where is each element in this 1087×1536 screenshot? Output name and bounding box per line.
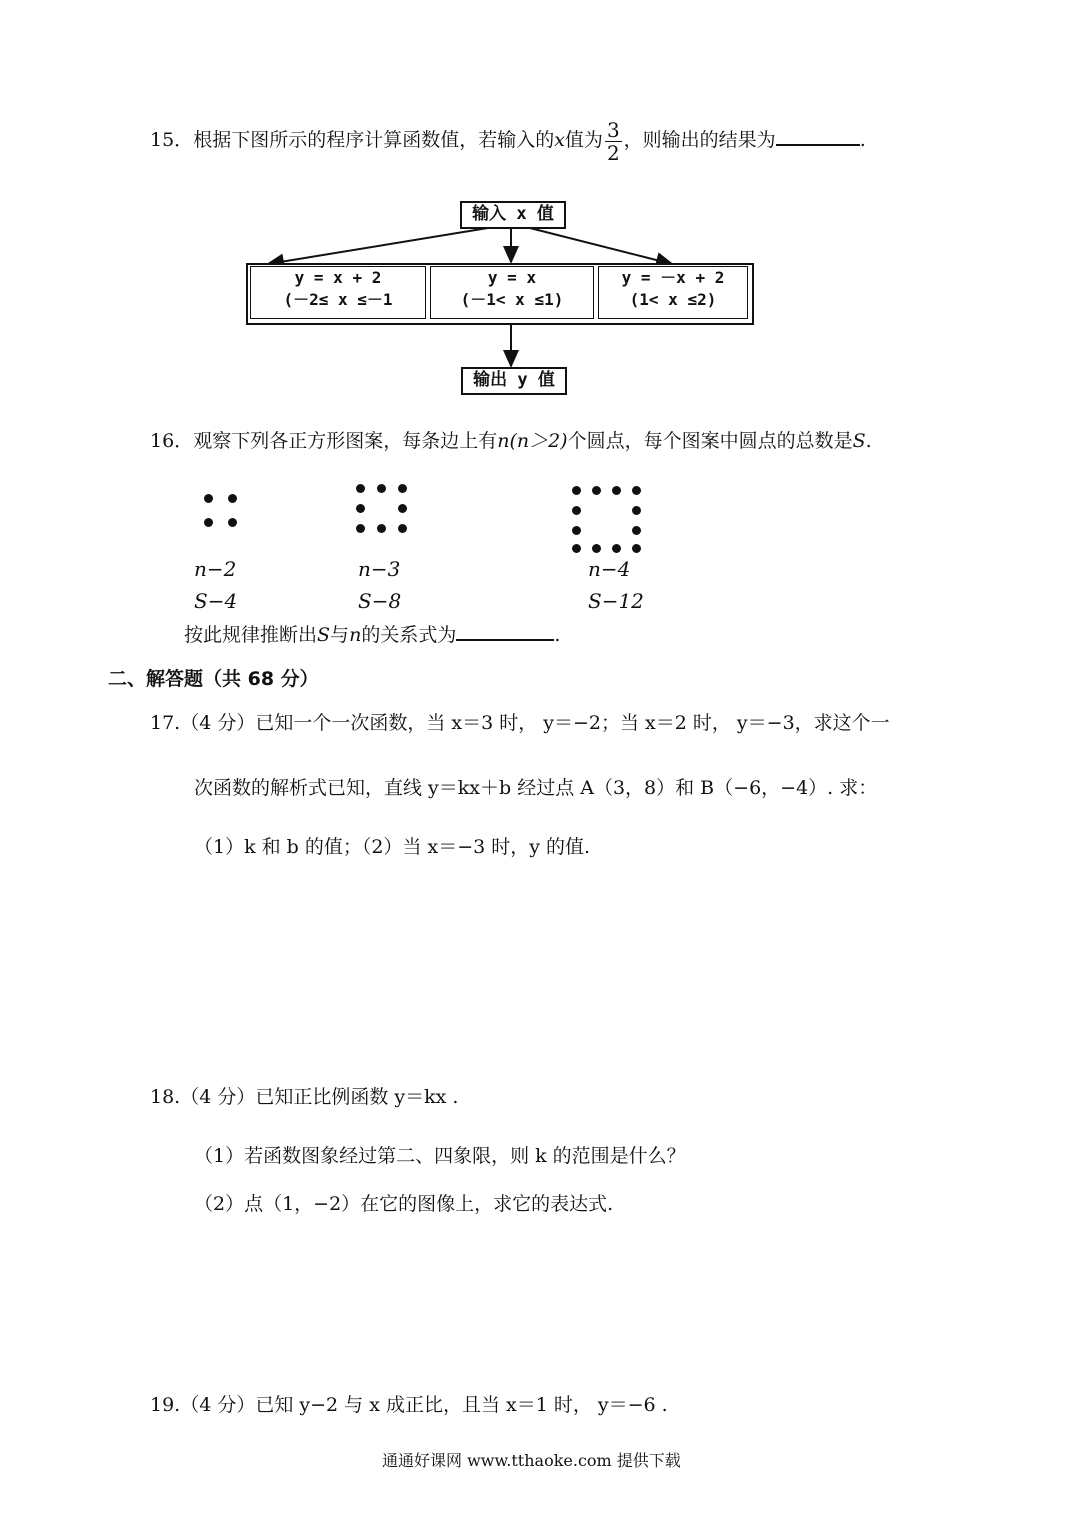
flow-case-2-formula: y = x	[487, 268, 537, 287]
dot	[572, 544, 581, 553]
q16-conclusion	[184, 623, 560, 647]
dot	[632, 544, 641, 553]
dot	[572, 506, 581, 515]
q16-conclusion-c: 的关系式为	[361, 624, 457, 646]
dot	[377, 524, 386, 533]
dot	[356, 484, 365, 493]
pattern-3-n-label: n−4	[588, 557, 631, 581]
q17-line-1: 17.（4 分）已知一个一次函数，当 x＝3 时， y＝−2；当 x＝2 时， y＝−3，求这个一	[150, 712, 890, 734]
flow-case-box-1	[250, 266, 426, 319]
dot	[572, 486, 581, 495]
flow-case-1-range: (－2≤ x ≤－1	[283, 290, 393, 309]
q16-number: 16．	[150, 430, 194, 452]
dot	[572, 526, 581, 535]
q15-frac-den: 2	[606, 140, 620, 165]
q15-var-x: x	[554, 129, 565, 151]
q16-answer-blank	[456, 639, 554, 641]
flow-input-box: 输入 x 值	[460, 201, 566, 229]
dot	[612, 486, 621, 495]
q16-end: .	[865, 430, 872, 452]
pattern-1-s-label: S−4	[194, 589, 238, 613]
q16-conclusion-b: 与	[330, 624, 350, 646]
flow-case-3-formula: y = －x + 2	[621, 268, 725, 287]
q16-text-a: 观察下列各正方形图案，每条边上有	[193, 430, 498, 452]
q17-line-3: （1）k 和 b 的值；（2）当 x＝−3 时，y 的值.	[194, 836, 591, 858]
dot	[632, 506, 641, 515]
q17-line-2: 次函数的解析式已知，直线 y＝kx＋b 经过点 A（3，8）和 B（−6，−4）. 求：	[194, 777, 878, 799]
q18-line-3: （2）点（1，−2）在它的图像上，求它的表达式.	[194, 1193, 614, 1215]
q16-s-var: S	[852, 430, 866, 452]
section-2-heading: 二、解答题（共 68 分）	[108, 668, 319, 690]
dot	[592, 544, 601, 553]
flow-output-box: 输出 y 值	[461, 367, 567, 395]
q18-line-1: 18.（4 分）已知正比例函数 y＝kx .	[150, 1086, 459, 1108]
q15-text-mid: 值为	[564, 129, 603, 151]
pattern-3-s-label: S−12	[588, 589, 644, 613]
pattern-2-n-label: n−3	[358, 557, 401, 581]
dot	[398, 524, 407, 533]
flow-case-2-range: (－1< x ≤1)	[460, 290, 564, 309]
q15-number: 15．	[150, 129, 194, 151]
dot	[632, 526, 641, 535]
q16-conclusion-n: n	[349, 624, 362, 646]
dot	[356, 504, 365, 513]
q16-conclusion-a: 按此规律推断出	[184, 624, 318, 646]
flow-case-box-2	[430, 266, 594, 319]
q18-line-2: （1）若函数图象经过第二、四象限，则 k 的范围是什么？	[194, 1145, 686, 1167]
q16-conclusion-s: S	[317, 624, 331, 646]
flow-arrow-right	[522, 226, 672, 264]
q16-text-b: 个圆点，每个图案中圆点的总数是	[567, 430, 853, 452]
dot	[398, 504, 407, 513]
question-16	[150, 429, 872, 453]
dot	[356, 524, 365, 533]
flow-arrow-left	[268, 226, 500, 264]
q19-line-1: 19.（4 分）已知 y−2 与 x 成正比，且当 x＝1 时， y＝−6 .	[150, 1394, 668, 1416]
flow-case-box-3	[598, 266, 748, 319]
q16-conclusion-end: .	[554, 624, 561, 646]
dot	[204, 518, 213, 527]
q15-text-after: ，则输出的结果为	[623, 129, 776, 151]
dot	[228, 518, 237, 527]
dot	[398, 484, 407, 493]
q15-frac-num: 3	[606, 117, 620, 142]
page-footer: 通通好课网 www.tthaoke.com 提供下载	[382, 1451, 681, 1470]
pattern-1-n-label: n−2	[194, 557, 237, 581]
dot	[592, 486, 601, 495]
dot	[204, 494, 213, 503]
dot	[377, 484, 386, 493]
pattern-2-s-label: S−8	[358, 589, 402, 613]
dot	[228, 494, 237, 503]
dot	[612, 544, 621, 553]
q15-end: .	[859, 129, 866, 151]
flow-case-3-range: (1< x ≤2)	[629, 290, 717, 309]
q16-n-expression: n(n＞2)	[497, 430, 568, 452]
flow-case-1-formula: y = x + 2	[294, 268, 382, 287]
q15-text-before: 根据下图所示的程序计算函数值，若输入的	[193, 129, 555, 151]
dot	[632, 486, 641, 495]
